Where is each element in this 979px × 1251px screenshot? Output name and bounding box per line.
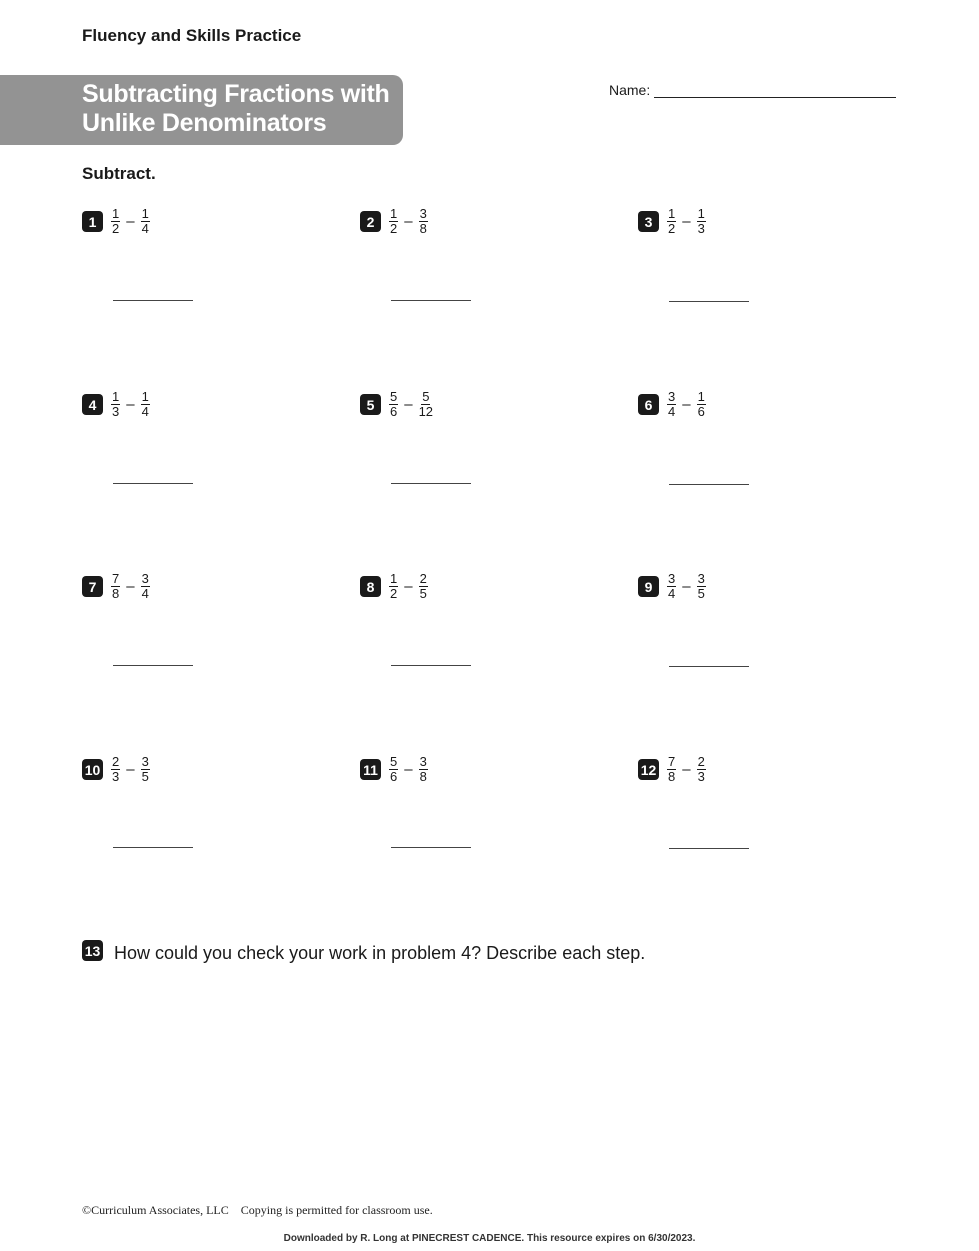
denominator: 5 — [141, 769, 149, 784]
denominator: 8 — [419, 769, 427, 784]
minus-sign: – — [682, 213, 691, 230]
problem-2 — [360, 207, 428, 236]
numerator: 2 — [112, 754, 120, 769]
denominator: 6 — [390, 769, 398, 784]
answer-blank-9[interactable] — [669, 666, 749, 667]
problem-number-badge: 13 — [82, 940, 103, 961]
minus-sign: – — [404, 396, 413, 413]
denominator: 8 — [112, 586, 120, 601]
fraction-minuend — [667, 572, 676, 601]
fraction-subtrahend — [419, 572, 428, 601]
numerator: 7 — [112, 571, 120, 586]
numerator: 1 — [668, 206, 676, 221]
question-13 — [82, 940, 645, 966]
fraction-subtrahend — [697, 755, 706, 784]
minus-sign: – — [682, 396, 691, 413]
problem-11 — [360, 755, 428, 784]
denominator: 2 — [390, 586, 398, 601]
minus-sign: – — [126, 396, 135, 413]
problem-10 — [82, 755, 150, 784]
answer-blank-8[interactable] — [391, 665, 471, 666]
fraction-minuend — [667, 390, 676, 419]
download-note: Downloaded by R. Long at PINECREST CADENCE. This resource expires on 6/30/2023. — [283, 1233, 696, 1244]
denominator: 4 — [141, 586, 149, 601]
numerator: 7 — [668, 754, 676, 769]
numerator: 1 — [141, 206, 149, 221]
minus-sign: – — [404, 578, 413, 595]
copyright-text: ©Curriculum Associates, LLC — [82, 1203, 229, 1217]
fraction-minuend — [111, 390, 120, 419]
problem-number-badge: 4 — [82, 394, 103, 415]
minus-sign: – — [126, 213, 135, 230]
numerator: 1 — [112, 389, 120, 404]
answer-blank-1[interactable] — [113, 300, 193, 301]
fraction-subtrahend — [141, 207, 150, 236]
answer-blank-10[interactable] — [113, 847, 193, 848]
numerator: 1 — [390, 571, 398, 586]
fraction-minuend — [667, 207, 676, 236]
denominator: 8 — [419, 221, 427, 236]
fraction-minuend — [111, 572, 120, 601]
problem-number-badge: 11 — [360, 759, 381, 780]
numerator: 2 — [697, 754, 705, 769]
denominator: 3 — [112, 404, 120, 419]
numerator: 1 — [697, 206, 705, 221]
denominator: 4 — [668, 404, 676, 419]
denominator: 5 — [697, 586, 705, 601]
problem-number-badge: 3 — [638, 211, 659, 232]
answer-blank-12[interactable] — [669, 848, 749, 849]
denominator: 2 — [112, 221, 120, 236]
copyright-line — [82, 1203, 433, 1218]
problem-3 — [638, 207, 706, 236]
denominator: 4 — [668, 586, 676, 601]
numerator: 3 — [141, 571, 149, 586]
numerator: 3 — [668, 389, 676, 404]
denominator: 6 — [697, 404, 705, 419]
minus-sign: – — [126, 578, 135, 595]
denominator: 2 — [390, 221, 398, 236]
answer-blank-5[interactable] — [391, 483, 471, 484]
denominator: 6 — [390, 404, 398, 419]
problem-number-badge: 5 — [360, 394, 381, 415]
fraction-minuend — [667, 755, 676, 784]
denominator: 3 — [112, 769, 120, 784]
fraction-minuend — [389, 572, 398, 601]
answer-blank-7[interactable] — [113, 665, 193, 666]
numerator: 1 — [141, 389, 149, 404]
title-line-2: Unlike Denominators — [82, 109, 327, 137]
minus-sign: – — [682, 761, 691, 778]
numerator: 1 — [112, 206, 120, 221]
problem-6 — [638, 390, 706, 419]
minus-sign: – — [682, 578, 691, 595]
answer-blank-4[interactable] — [113, 483, 193, 484]
problem-number-badge: 2 — [360, 211, 381, 232]
minus-sign: – — [404, 213, 413, 230]
fraction-minuend — [111, 755, 120, 784]
title-banner — [0, 75, 403, 145]
answer-blank-11[interactable] — [391, 847, 471, 848]
denominator: 12 — [418, 404, 434, 419]
numerator: 3 — [419, 754, 427, 769]
numerator: 3 — [697, 571, 705, 586]
problem-7 — [82, 572, 150, 601]
directions: Subtract. — [82, 164, 156, 183]
numerator: 3 — [141, 754, 149, 769]
title-line-1: Subtracting Fractions with — [82, 80, 390, 108]
problem-4 — [82, 390, 150, 419]
problem-number-badge: 1 — [82, 211, 103, 232]
denominator: 8 — [668, 769, 676, 784]
numerator: 1 — [390, 206, 398, 221]
answer-blank-6[interactable] — [669, 484, 749, 485]
problem-1 — [82, 207, 150, 236]
fraction-minuend — [111, 207, 120, 236]
name-label: Name: — [609, 82, 651, 98]
numerator: 3 — [419, 206, 427, 221]
worksheet-title — [82, 80, 403, 138]
answer-blank-2[interactable] — [391, 300, 471, 301]
problem-number-badge: 6 — [638, 394, 659, 415]
answer-blank-3[interactable] — [669, 301, 749, 302]
name-field[interactable] — [654, 83, 896, 98]
minus-sign: – — [126, 761, 135, 778]
numerator: 5 — [390, 754, 398, 769]
problem-number-badge: 7 — [82, 576, 103, 597]
fraction-subtrahend — [697, 572, 706, 601]
fraction-minuend — [389, 207, 398, 236]
denominator: 5 — [419, 586, 427, 601]
fraction-subtrahend — [141, 755, 150, 784]
problem-5 — [360, 390, 433, 419]
fraction-subtrahend — [419, 390, 433, 419]
question-13-text: How could you check your work in problem 4? Describe each step. — [114, 943, 646, 963]
name-row — [609, 82, 896, 98]
section-label: Fluency and Skills Practice — [82, 26, 302, 45]
minus-sign: – — [404, 761, 413, 778]
fraction-subtrahend — [419, 755, 428, 784]
problem-12 — [638, 755, 706, 784]
numerator: 2 — [419, 571, 427, 586]
numerator: 3 — [668, 571, 676, 586]
problem-number-badge: 8 — [360, 576, 381, 597]
denominator: 2 — [668, 221, 676, 236]
numerator: 5 — [422, 389, 430, 404]
fraction-subtrahend — [141, 572, 150, 601]
problem-number-badge: 12 — [638, 759, 659, 780]
permission-text: Copying is permitted for classroom use. — [240, 1203, 433, 1217]
denominator: 4 — [141, 404, 149, 419]
numerator: 5 — [390, 389, 398, 404]
problem-9 — [638, 572, 706, 601]
problem-number-badge: 10 — [82, 759, 103, 780]
fraction-subtrahend — [697, 390, 706, 419]
problem-8 — [360, 572, 428, 601]
numerator: 1 — [697, 389, 705, 404]
denominator: 4 — [141, 221, 149, 236]
fraction-subtrahend — [419, 207, 428, 236]
fraction-subtrahend — [141, 390, 150, 419]
fraction-subtrahend — [697, 207, 706, 236]
denominator: 3 — [697, 221, 705, 236]
fraction-minuend — [389, 755, 398, 784]
problem-number-badge: 9 — [638, 576, 659, 597]
fraction-minuend — [389, 390, 398, 419]
denominator: 3 — [697, 769, 705, 784]
